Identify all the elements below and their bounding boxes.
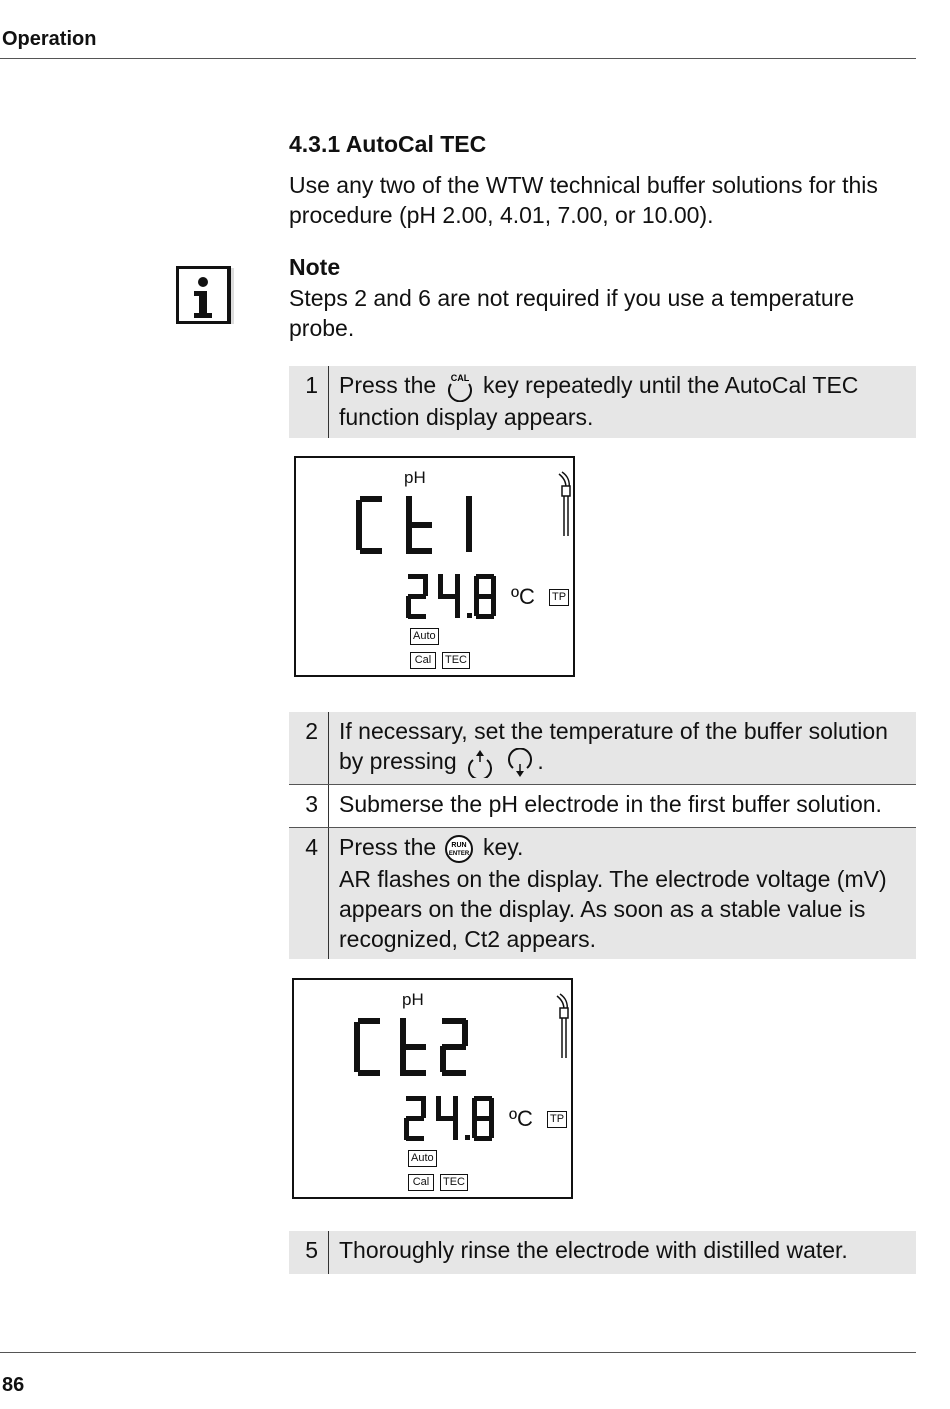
running-header: Operation bbox=[2, 28, 97, 50]
step-row bbox=[289, 827, 916, 959]
step-number: 4 bbox=[289, 828, 329, 959]
lcd-unit: pH bbox=[402, 990, 424, 1009]
step-text-part: Press the bbox=[339, 372, 437, 398]
step-number: 5 bbox=[289, 1231, 329, 1274]
step-row bbox=[289, 712, 916, 784]
lcd-segment-art bbox=[294, 980, 575, 1201]
lcd-auto-indicator: Auto bbox=[408, 1150, 437, 1167]
lcd-temp-unit: ºC bbox=[511, 584, 535, 609]
step-table-1 bbox=[289, 366, 916, 438]
page-number: 86 bbox=[2, 1374, 25, 1396]
step-number: 3 bbox=[289, 785, 329, 827]
run-key-label: RUN bbox=[450, 841, 467, 849]
step-number: 2 bbox=[289, 712, 329, 784]
step-row bbox=[289, 366, 916, 438]
note-title: Note bbox=[289, 254, 341, 280]
lcd-temp-unit: ºC bbox=[509, 1106, 533, 1131]
cal-key-icon bbox=[443, 372, 477, 402]
step-text bbox=[329, 828, 916, 959]
step-text-part: key. bbox=[482, 834, 524, 860]
lcd-cal-indicator: Cal bbox=[408, 1174, 434, 1191]
lcd-tp-indicator: TP bbox=[549, 589, 569, 606]
step-row bbox=[289, 784, 916, 827]
step-row bbox=[289, 1231, 916, 1274]
section-title: 4.3.1 AutoCal TEC bbox=[289, 131, 487, 157]
step-text: Submerse the pH electrode in the first buffer solution. bbox=[339, 791, 882, 817]
note-text: Steps 2 and 6 are not required if you use a temperature probe. bbox=[289, 285, 855, 341]
up-key-icon bbox=[463, 748, 497, 778]
down-key-icon bbox=[503, 748, 537, 778]
lcd-tec-indicator: TEC bbox=[442, 652, 470, 669]
footer-divider bbox=[0, 1352, 916, 1353]
cal-key-label: CAL bbox=[450, 372, 469, 383]
step-number: 1 bbox=[289, 366, 329, 438]
lcd-auto-indicator: Auto bbox=[410, 628, 439, 645]
lcd-tec-indicator: TEC bbox=[440, 1174, 468, 1191]
step-text-part: If necessary, set the temperature of the buffer solution by pressing bbox=[339, 718, 888, 774]
lcd-tp-indicator: TP bbox=[547, 1111, 567, 1128]
step-text bbox=[329, 712, 916, 784]
header-divider bbox=[0, 58, 916, 59]
step-text: Thoroughly rinse the electrode with distilled water. bbox=[339, 1237, 848, 1263]
enter-key-label: ENTER bbox=[448, 850, 469, 857]
step-table-2 bbox=[289, 712, 916, 959]
step-text-part: key repeatedly until the AutoCal TEC function display appears. bbox=[339, 372, 859, 430]
lcd-cal-indicator: Cal bbox=[410, 652, 436, 669]
step-text-part: AR flashes on the display. The electrode voltage (mV) appears on the display. As soon as a stable value is recognized, Ct2 appears. bbox=[339, 865, 887, 952]
lcd-display-ct2 bbox=[292, 978, 573, 1199]
step-text bbox=[329, 366, 916, 438]
lcd-display-ct1 bbox=[294, 456, 575, 677]
lcd-segment-art bbox=[296, 458, 577, 679]
step-text-part: . bbox=[537, 748, 544, 774]
intro-paragraph: Use any two of the WTW technical buffer solutions for this procedure (pH 2.00, 4.01, 7.00, or 10.00). bbox=[289, 172, 878, 228]
step-text-part: Press the bbox=[339, 834, 437, 860]
lcd-unit: pH bbox=[404, 468, 426, 487]
info-icon bbox=[176, 266, 234, 324]
step-table-3 bbox=[289, 1231, 916, 1274]
run-enter-key-icon bbox=[443, 834, 477, 864]
